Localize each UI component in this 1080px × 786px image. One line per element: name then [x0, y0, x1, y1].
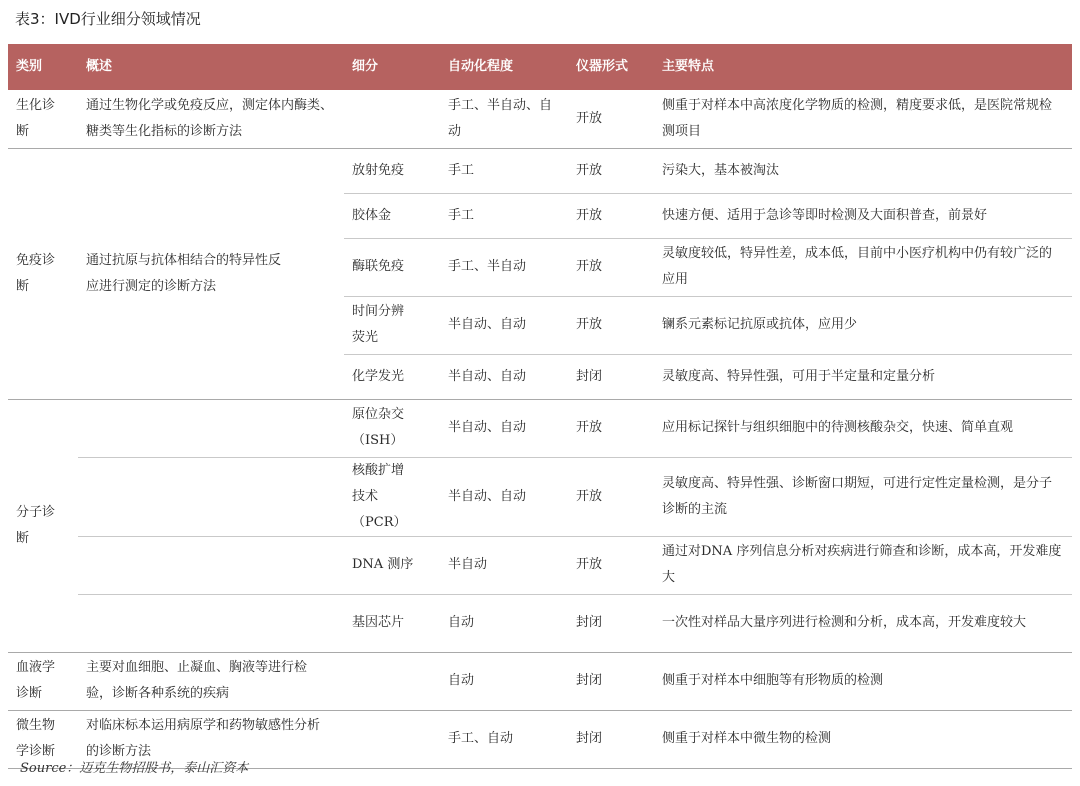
instrument-form-cell: 开放: [568, 296, 654, 354]
source-note: Source：迈克生物招股书，泰山汇资本: [20, 761, 249, 776]
subtype-cell: 放射免疫: [344, 148, 440, 193]
instrument-form-cell: 开放: [568, 238, 654, 296]
header-subtype: 细分: [344, 44, 440, 90]
category-cell: 微生物学诊断: [8, 710, 78, 768]
features-cell: 污染大，基本被淘汰: [654, 148, 1072, 193]
features-cell: 侧重于对样本中高浓度化学物质的检测，精度要求低，是医院常规检测项目: [654, 90, 1072, 148]
subtype-cell: 基因芯片: [344, 594, 440, 652]
subtype-cell: [344, 90, 440, 148]
header-category: 类别: [8, 44, 78, 90]
table-row: [8, 399, 1072, 457]
category-cell: 免疫诊断: [8, 148, 78, 399]
overview-cell: 通过抗原与抗体相结合的特异性反应进行测定的诊断方法: [78, 148, 344, 399]
automation-cell: 半自动、自动: [440, 399, 568, 457]
features-cell: 灵敏度高、特异性强、诊断窗口期短，可进行定性定量检测，是分子诊断的主流: [654, 457, 1072, 536]
instrument-form-cell: 封闭: [568, 652, 654, 710]
table-row: [8, 457, 1072, 536]
instrument-form-cell: 封闭: [568, 594, 654, 652]
category-cell: 血液学诊断: [8, 652, 78, 710]
automation-cell: 手工、半自动、自动: [440, 90, 568, 148]
subtype-cell: 原位杂交（ISH）: [344, 399, 440, 457]
features-cell: 镧系元素标记抗原或抗体，应用少: [654, 296, 1072, 354]
instrument-form-cell: 开放: [568, 457, 654, 536]
automation-cell: 半自动、自动: [440, 354, 568, 399]
features-cell: 灵敏度高、特异性强，可用于半定量和定量分析: [654, 354, 1072, 399]
table-title: 表3：IVD行业细分领域情况: [15, 10, 201, 28]
table-row: [8, 148, 1072, 193]
subtype-cell: 核酸扩增技术（PCR）: [344, 457, 440, 536]
automation-cell: 半自动: [440, 536, 568, 594]
subtype-cell: 酶联免疫: [344, 238, 440, 296]
header-main-features: 主要特点: [654, 44, 1072, 90]
table-row: [8, 90, 1072, 148]
header-instrument-form: 仪器形式: [568, 44, 654, 90]
table-row: [8, 652, 1072, 710]
instrument-form-cell: 开放: [568, 536, 654, 594]
instrument-form-cell: 开放: [568, 193, 654, 238]
automation-cell: 手工: [440, 193, 568, 238]
category-cell: 分子诊断: [8, 399, 78, 652]
features-cell: 一次性对样品大量序列进行检测和分析，成本高，开发难度较大: [654, 594, 1072, 652]
subtype-cell: [344, 652, 440, 710]
instrument-form-cell: 开放: [568, 90, 654, 148]
features-cell: 通过对DNA 序列信息分析对疾病进行筛查和诊断，成本高，开发难度大: [654, 536, 1072, 594]
header-overview: 概述: [78, 44, 344, 90]
overview-cell: [78, 536, 344, 594]
subtype-cell: 胶体金: [344, 193, 440, 238]
instrument-form-cell: 开放: [568, 399, 654, 457]
table-row: [8, 594, 1072, 652]
subtype-cell: 化学发光: [344, 354, 440, 399]
header-row: [8, 44, 1072, 90]
subtype-cell: [344, 710, 440, 768]
features-cell: 灵敏度较低，特异性差，成本低，目前中小医疗机构中仍有较广泛的应用: [654, 238, 1072, 296]
instrument-form-cell: 封闭: [568, 710, 654, 768]
features-cell: 应用标记探针与组织细胞中的待测核酸杂交，快速、简单直观: [654, 399, 1072, 457]
overview-cell: [78, 594, 344, 652]
features-cell: 侧重于对样本中微生物的检测: [654, 710, 1072, 768]
features-cell: 快速方便、适用于急诊等即时检测及大面积普查，前景好: [654, 193, 1072, 238]
overview-cell: 通过生物化学或免疫反应，测定体内酶类、糖类等生化指标的诊断方法: [78, 90, 344, 148]
instrument-form-cell: 封闭: [568, 354, 654, 399]
ivd-segments-table: [8, 44, 1072, 769]
category-cell: 生化诊断: [8, 90, 78, 148]
overview-cell: [78, 399, 344, 457]
subtype-cell: DNA 测序: [344, 536, 440, 594]
table-row: [8, 536, 1072, 594]
overview-cell: 主要对血细胞、止凝血、胸液等进行检验，诊断各种系统的疾病: [78, 652, 344, 710]
instrument-form-cell: 开放: [568, 148, 654, 193]
automation-cell: 半自动、自动: [440, 457, 568, 536]
automation-cell: 自动: [440, 594, 568, 652]
overview-cell: [78, 457, 344, 536]
automation-cell: 半自动、自动: [440, 296, 568, 354]
automation-cell: 手工、自动: [440, 710, 568, 768]
subtype-cell: 时间分辨荧光: [344, 296, 440, 354]
header-automation: 自动化程度: [440, 44, 568, 90]
automation-cell: 自动: [440, 652, 568, 710]
overview-cell: 对临床标本运用病原学和药物敏感性分析的诊断方法: [78, 710, 344, 768]
features-cell: 侧重于对样本中细胞等有形物质的检测: [654, 652, 1072, 710]
automation-cell: 手工: [440, 148, 568, 193]
automation-cell: 手工、半自动: [440, 238, 568, 296]
